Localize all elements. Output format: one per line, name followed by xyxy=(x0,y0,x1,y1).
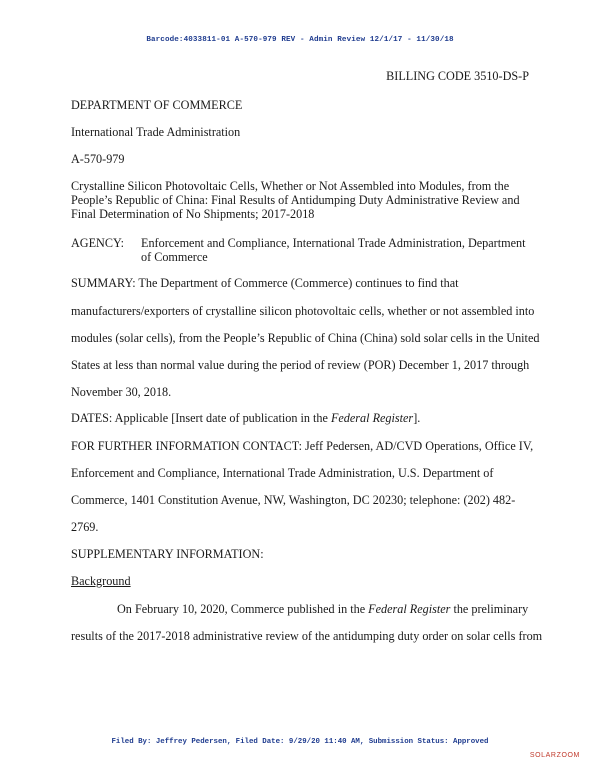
summary-line: SUMMARY: The Department of Commerce (Commerce) continues to find that xyxy=(71,276,459,290)
filed-footer: Filed By: Jeffrey Pedersen, Filed Date: 9/29/20 11:40 AM, Submission Status: Approved xyxy=(111,738,489,746)
dates-suffix: ]. xyxy=(413,411,421,425)
contact-line: FOR FURTHER INFORMATION CONTACT: Jeff Pedersen, AD/CVD Operations, Office IV, xyxy=(71,439,534,453)
watermark-logo: SOLARZOOM xyxy=(529,752,580,759)
department-heading: DEPARTMENT OF COMMERCE xyxy=(71,98,243,112)
dates-prefix: DATES: Applicable [Insert date of publication in the xyxy=(71,411,331,425)
dates-italic: Federal Register xyxy=(330,411,414,425)
contact-line: Enforcement and Compliance, International Trade Administration, U.S. Department of xyxy=(71,466,494,480)
document-title: Crystalline Silicon Photovoltaic Cells, Whether or Not Assembled into Modules, from the People’s Republic of China: Final Results of Antidumping Duty Administrative Review and Final Determination of No Shipments; 2017-2018 xyxy=(71,179,520,221)
background-italic: Federal Register xyxy=(368,602,451,616)
background-heading: Background xyxy=(71,574,131,588)
supplementary-heading: SUPPLEMENTARY INFORMATION: xyxy=(71,547,264,561)
dates-line xyxy=(71,411,420,425)
agency-text: Enforcement and Compliance, International Trade Administration, Department of Commerce xyxy=(141,236,526,264)
background-prefix: On February 10, 2020, Commerce published in the xyxy=(117,602,369,616)
billing-code: BILLING CODE 3510-DS-P xyxy=(386,69,529,83)
background-line: results of the 2017-2018 administrative review of the antidumping duty order on solar cells from xyxy=(71,629,543,643)
contact-line: 2769. xyxy=(71,520,99,534)
background-line xyxy=(117,602,528,616)
administration-name: International Trade Administration xyxy=(71,125,241,139)
summary-line: manufacturers/exporters of crystalline silicon photovoltaic cells, whether or not assembled into xyxy=(71,304,535,318)
contact-line: Commerce, 1401 Constitution Avenue, NW, Washington, DC 20230; telephone: (202) 482- xyxy=(71,493,516,507)
background-suffix: the preliminary xyxy=(450,602,529,616)
case-number: A-570-979 xyxy=(71,152,125,166)
barcode-header: Barcode:4033811-01 A-570-979 REV - Admin Review 12/1/17 - 11/30/18 xyxy=(146,36,454,44)
agency-label: AGENCY: xyxy=(71,236,125,250)
summary-line: modules (solar cells), from the People’s Republic of China (China) sold solar cells in the United xyxy=(71,331,540,345)
summary-line: November 30, 2018. xyxy=(71,385,172,399)
summary-line: States at less than normal value during the period of review (POR) December 1, 2017 through xyxy=(71,358,530,372)
